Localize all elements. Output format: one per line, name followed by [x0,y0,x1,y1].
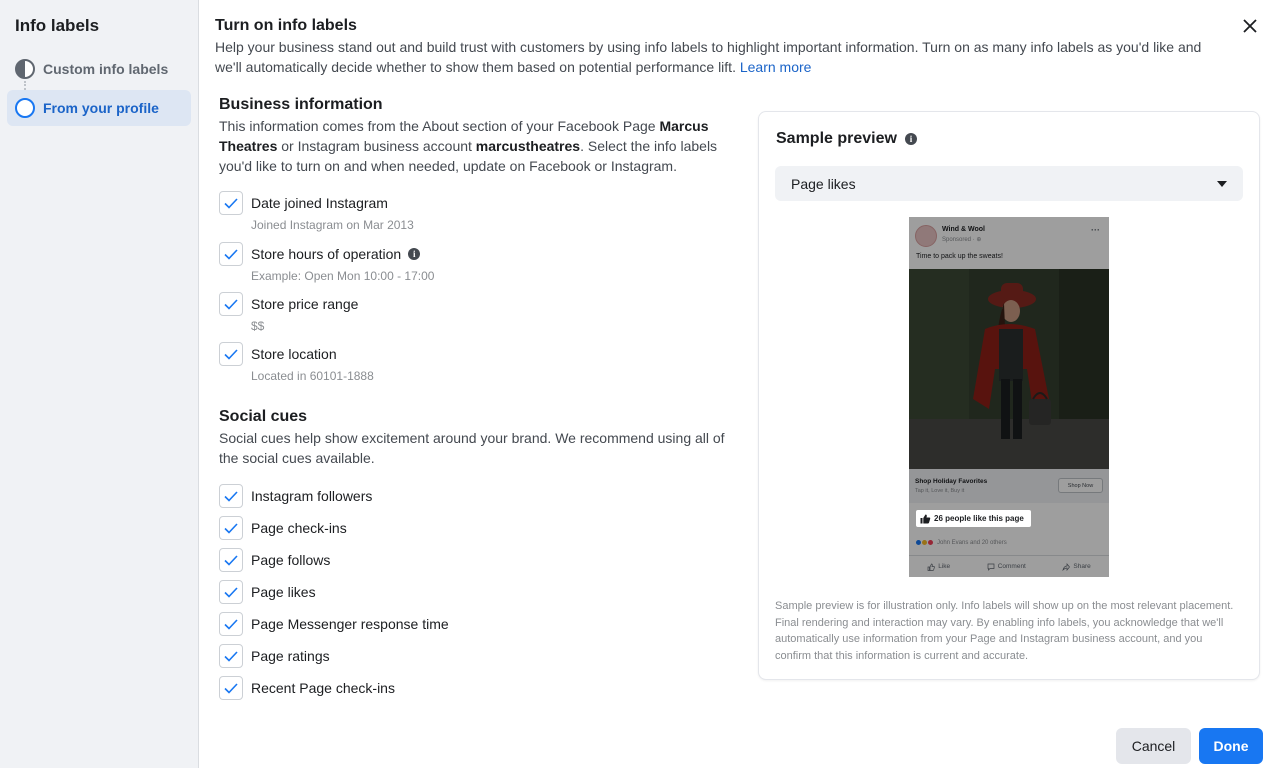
checkbox-label: Store location [251,346,337,362]
sidebar-title: Info labels [15,16,100,35]
account-name: marcustheatres [475,138,581,154]
thumbs-up-icon [920,514,931,524]
social-cues-description: Social cues help show excitement around your brand. We recommend using all of the social cues available. [219,430,725,466]
checkmark-icon [224,523,238,534]
sidebar [0,0,199,768]
checkbox-sublabel: Example: Open Mon 10:00 - 17:00 [251,269,435,283]
checkmark-icon [224,491,238,502]
step-custom-info-labels[interactable] [7,51,191,87]
checkbox-label: Page ratings [251,648,330,664]
checkbox-row-date-joined [219,191,414,232]
social-cues-title: Social cues [219,408,308,425]
like-text: Like [938,563,951,570]
reactions-text: John Evans and 20 others [937,539,1007,546]
close-button[interactable] [1238,14,1262,38]
checkbox-row-store-hours [219,242,434,283]
checkbox-row-store-location [219,342,374,383]
checkbox[interactable] [219,612,243,636]
ad-share-action [1062,563,1090,571]
page-name: Marcus Theatres [219,118,709,154]
info-label-chip [916,510,1031,527]
checkmark-icon [224,349,238,360]
preview-title: Sample preview [776,130,897,147]
checkbox-row-page-check-ins [219,516,347,540]
checkmark-icon [224,683,238,694]
checkmark-icon [224,555,238,566]
half-circle-icon [15,59,35,79]
checkbox-label: Date joined Instagram [251,195,388,211]
love-reaction-icon [927,539,934,546]
business-info-title: Business information [219,96,383,113]
ad-brand-name: Wind & Wool [942,226,985,233]
share-icon [1062,563,1070,571]
ad-image [909,269,1109,469]
ad-caption: Time to pack up the sweats! [916,253,1003,260]
page-title: Turn on info labels [215,17,357,34]
checkbox-label: Recent Page check-ins [251,680,395,696]
done-button[interactable]: Done [1199,728,1263,764]
avatar [915,225,937,247]
info-label-text: 26 people like this page [934,514,1024,523]
cta-title: Shop Holiday Favorites [915,478,988,485]
description-text: Help your business stand out and build trust with customers by using info labels to highlight important information. Turn on as many info labels as you'd like and we'll automatically decide whether to show them based on potential performance lift. [215,39,1202,75]
caret-down-icon [1217,181,1227,187]
checkbox-row-recent-check-ins [219,676,395,700]
ad-comment-action [987,563,1026,571]
cancel-button[interactable]: Cancel [1116,728,1191,764]
info-icon[interactable]: i [905,133,917,145]
ad-like-action [927,563,950,571]
checkbox-row-messenger-response [219,612,449,636]
preview-disclaimer: Sample preview is for illustration only. Info labels will show up on the most relevant placement. Final rendering and interaction may vary. By enabling info labels, you acknowledge that we'll automatically use information from your Page and Instagram business account, and you confirm that this information is current and accurate. [775,600,1234,662]
checkbox-label: Store price range [251,296,359,312]
page-description [215,37,1225,77]
checkbox[interactable] [219,484,243,508]
share-text: Share [1073,563,1091,570]
ad-actions [909,555,1109,577]
preview-title-row [776,130,917,148]
step-label: Custom info labels [43,61,169,77]
checkbox[interactable] [219,644,243,668]
close-icon [1243,19,1257,33]
checkbox-row-page-ratings [219,644,330,668]
ad-cta-bar [909,469,1109,503]
ad-preview-mockup [909,217,1109,577]
checkbox[interactable] [219,676,243,700]
checkbox-label: Page likes [251,584,316,600]
checkbox-label: Page follows [251,552,331,568]
checkbox-sublabel: Joined Instagram on Mar 2013 [251,218,414,232]
checkmark-icon [224,651,238,662]
checkbox[interactable] [219,516,243,540]
checkmark-icon [224,619,238,630]
checkbox-label: Page check-ins [251,520,347,536]
checkbox-row-page-likes [219,580,316,604]
info-icon[interactable]: i [408,248,420,260]
checkbox[interactable] [219,242,243,266]
ad-header [909,217,1109,269]
checkbox[interactable] [219,292,243,316]
step-label: From your profile [43,100,159,116]
checkbox-sublabel: $$ [251,319,265,333]
cta-subtitle: Tap it, Love it, Buy it [915,488,965,494]
shop-now-button: Shop Now [1058,478,1103,493]
checkbox-label-wrap [251,244,420,264]
checkbox-label: Page Messenger response time [251,616,449,632]
checkbox-row-page-follows [219,548,330,572]
circle-icon [15,98,35,118]
photo-woman-red-coat [909,269,1109,469]
select-value: Page likes [791,175,856,192]
sample-preview-card [758,111,1260,680]
ad-reactions [915,539,1007,546]
ad-sponsored: Sponsored · ⊕ [942,237,982,243]
checkbox-row-instagram-followers [219,484,372,508]
desc-text: This information comes from the About section of your Facebook Page [219,118,660,134]
learn-more-link[interactable]: Learn more [739,59,812,75]
checkbox-label: Instagram followers [251,488,373,504]
thumbs-up-icon [927,563,935,571]
checkbox-label: Store hours of operation [251,246,402,262]
checkbox[interactable] [219,548,243,572]
checkbox-row-price-range [219,292,358,333]
checkbox-sublabel: Located in 60101-1888 [251,369,374,383]
preview-label-select[interactable] [775,166,1243,201]
comment-icon [987,563,995,571]
more-icon: ··· [1091,225,1100,235]
desc-text: or Instagram business account [277,138,476,154]
checkbox[interactable] [219,191,243,215]
checkbox[interactable] [219,580,243,604]
checkmark-icon [224,249,238,260]
comment-text: Comment [997,563,1026,570]
step-from-your-profile[interactable] [7,90,191,126]
desc-text: . Select the info labels you'd like to turn on and when needed, update on Facebook or Instagram. [219,138,718,174]
business-info-description [219,116,734,176]
checkbox[interactable] [219,342,243,366]
checkmark-icon [224,299,238,310]
checkmark-icon [224,198,238,209]
checkmark-icon [224,587,238,598]
